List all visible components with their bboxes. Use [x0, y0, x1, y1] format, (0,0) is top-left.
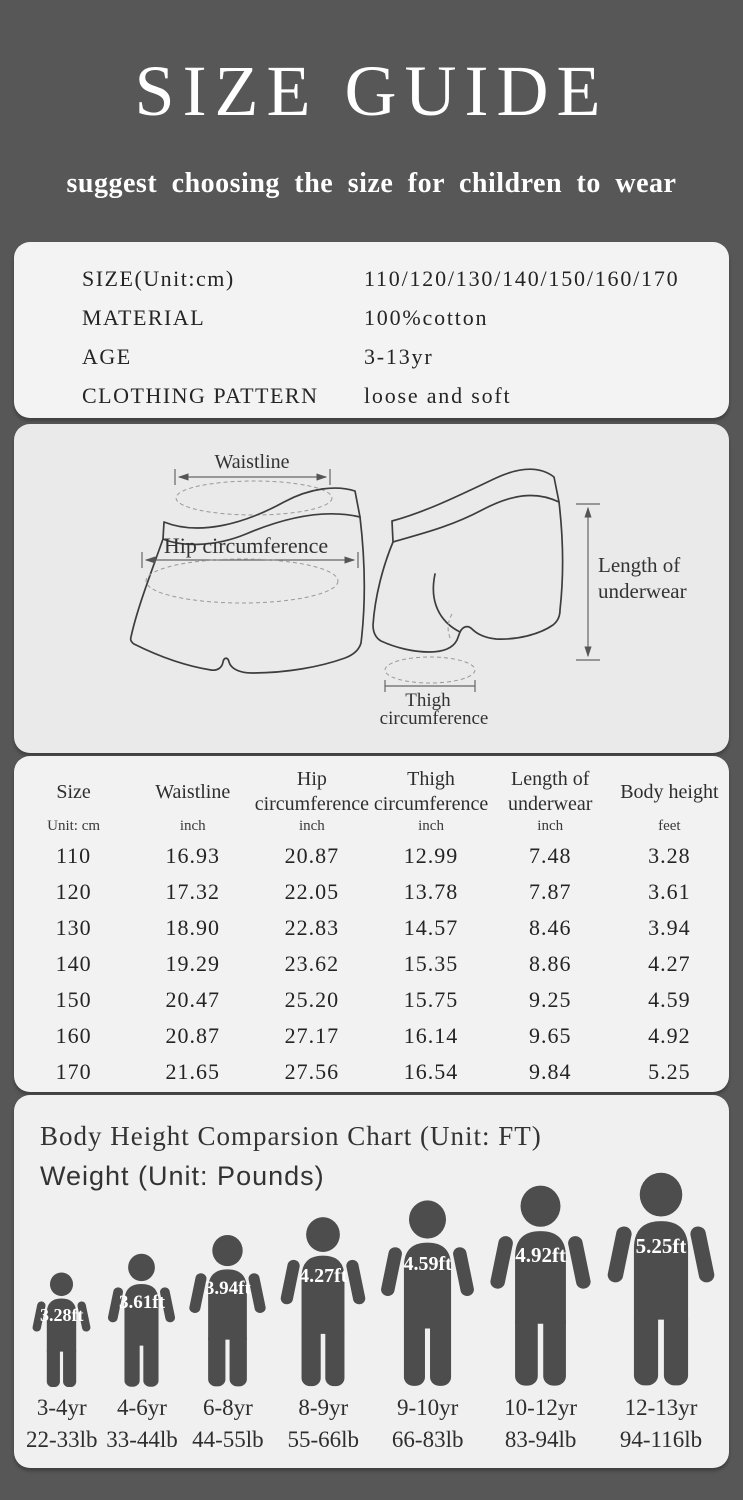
- waistline-label: Waistline: [214, 451, 290, 473]
- height-figure: [105, 1252, 178, 1456]
- table-cell: 16.54: [403, 1059, 459, 1084]
- waistline-ellipse: [176, 481, 332, 515]
- table-cell: 22.05: [284, 879, 340, 904]
- figure-weight-label: 83-94lb: [504, 1427, 577, 1452]
- figure-age-label: 8-9yr: [298, 1395, 349, 1420]
- table-cell: 13.78: [403, 879, 459, 904]
- info-row: [82, 376, 729, 415]
- length-label-line1: Length of: [598, 553, 681, 577]
- measurement-diagram-card: [14, 424, 729, 753]
- table-cell: 3.61: [648, 879, 691, 904]
- table-cell: 8.46: [528, 915, 572, 940]
- figure-weight-label: 66-83lb: [391, 1427, 464, 1452]
- column-unit: inch: [418, 818, 444, 834]
- column-unit: inch: [537, 818, 564, 834]
- page-title: SIZE GUIDE: [134, 51, 609, 131]
- figure-height-label: 3.28ft: [40, 1305, 84, 1326]
- column-header: Size: [56, 780, 91, 803]
- hip-circumference-label: Hip circumference: [163, 533, 329, 558]
- column-unit: inch: [179, 818, 206, 834]
- child-silhouette-icon: [486, 1183, 595, 1389]
- height-chart-card: [14, 1095, 729, 1468]
- table-cell: 110: [55, 843, 92, 868]
- figure-age-label: 12-13yr: [624, 1395, 698, 1420]
- table-cell: 120: [55, 879, 92, 904]
- table-row: [14, 874, 729, 910]
- child-silhouette-icon: [105, 1252, 178, 1389]
- child-silhouette-icon: [186, 1233, 269, 1389]
- info-row: [82, 298, 729, 337]
- table-cell: 15.35: [403, 951, 459, 976]
- table-cell: 4.27: [648, 951, 691, 976]
- product-info-card: [14, 242, 729, 418]
- table-cell: 3.94: [648, 915, 691, 940]
- thigh-label-line1: Thigh: [405, 690, 451, 711]
- child-figure: [603, 1170, 719, 1389]
- figure-weight-label: 33-44lb: [106, 1427, 178, 1452]
- height-figure: [186, 1233, 269, 1456]
- column-unit: feet: [658, 818, 681, 834]
- info-row: [82, 259, 729, 298]
- page-subtitle: suggest choosing the size for children to wear: [66, 168, 677, 199]
- table-cell: 16.14: [403, 1023, 459, 1048]
- table-cell: 14.57: [403, 915, 459, 940]
- weight-chart-subtitle: Weight (Unit: Pounds): [40, 1161, 325, 1191]
- table-cell: 20.87: [165, 1023, 220, 1048]
- hip-ellipse: [146, 559, 338, 603]
- child-silhouette-icon: [30, 1271, 93, 1389]
- column-header: Waistline: [155, 780, 231, 803]
- table-cell: 160: [55, 1023, 92, 1048]
- table-cell: 3.28: [648, 843, 691, 868]
- length-label-line2: underwear: [598, 579, 687, 603]
- table-cell: 150: [55, 987, 92, 1012]
- column-header: Length of underwear: [508, 768, 593, 815]
- child-figure: [186, 1233, 269, 1389]
- table-cell: 23.62: [284, 951, 340, 976]
- child-figure: [486, 1183, 595, 1389]
- column-unit: inch: [298, 818, 325, 834]
- table-cell: 4.92: [648, 1023, 691, 1048]
- height-figures-row: [26, 1160, 719, 1456]
- table-cell: 18.90: [165, 915, 220, 940]
- figure-weight-label: 44-55lb: [192, 1427, 264, 1452]
- size-table-unit-row: [14, 818, 729, 838]
- height-figure: [277, 1215, 369, 1456]
- figure-height-label: 5.25ft: [635, 1233, 687, 1258]
- table-cell: 16.93: [165, 843, 220, 868]
- thigh-ellipse: [385, 657, 475, 683]
- size-table-card: [14, 756, 729, 1092]
- table-cell: 5.25: [648, 1059, 691, 1084]
- table-row: [14, 946, 729, 982]
- table-cell: 21.65: [165, 1059, 220, 1084]
- table-cell: 7.48: [528, 843, 572, 868]
- child-silhouette-icon: [377, 1198, 478, 1389]
- info-row: [82, 337, 729, 376]
- child-figure: [377, 1198, 478, 1389]
- info-rows: [14, 242, 729, 415]
- table-cell: 19.29: [165, 951, 220, 976]
- table-cell: 17.32: [165, 879, 220, 904]
- table-cell: 15.75: [403, 987, 459, 1012]
- info-label: MATERIAL: [82, 304, 206, 330]
- table-row: [14, 838, 729, 874]
- underwear-back-diagram: [373, 469, 563, 652]
- figure-height-label: 4.92ft: [515, 1242, 566, 1267]
- height-figure: [377, 1198, 478, 1456]
- table-cell: 170: [55, 1059, 92, 1084]
- figure-age-label: 4-6yr: [117, 1395, 167, 1420]
- table-cell: 12.99: [403, 843, 459, 868]
- table-cell: 9.84: [528, 1059, 572, 1084]
- table-cell: 9.65: [528, 1023, 572, 1048]
- thigh-label-line2: circumference: [379, 708, 489, 729]
- figure-height-label: 4.59ft: [403, 1253, 452, 1276]
- info-label: SIZE(Unit:cm): [82, 265, 235, 291]
- child-silhouette-icon: [277, 1215, 369, 1389]
- table-row: [14, 1054, 729, 1090]
- figure-weight-label: 55-66lb: [287, 1427, 360, 1452]
- figure-height-label: 3.61ft: [119, 1291, 165, 1313]
- info-label: AGE: [82, 343, 132, 369]
- info-value: 110/120/130/140/150/160/170: [364, 265, 680, 291]
- column-header: Thigh circumference: [373, 768, 489, 815]
- child-figure: [277, 1215, 369, 1389]
- info-label: CLOTHING PATTERN: [82, 382, 319, 408]
- child-silhouette-icon: [603, 1170, 719, 1389]
- height-chart-title: Body Height Comparsion Chart (Unit: FT): [40, 1121, 542, 1151]
- column-unit: Unit: cm: [47, 818, 101, 834]
- table-cell: 25.20: [284, 987, 340, 1012]
- table-cell: 20.87: [284, 843, 340, 868]
- size-table-body: [14, 838, 729, 1090]
- info-value: 3-13yr: [364, 343, 434, 369]
- info-value: loose and soft: [364, 382, 512, 408]
- table-cell: 4.59: [648, 987, 691, 1012]
- table-cell: 27.56: [284, 1059, 340, 1084]
- child-figure: [105, 1252, 178, 1389]
- figure-height-label: 3.94ft: [204, 1278, 251, 1300]
- table-cell: 27.17: [284, 1023, 340, 1048]
- figure-age-label: 3-4yr: [36, 1395, 87, 1420]
- table-cell: 20.47: [165, 987, 220, 1012]
- column-header: Body height: [620, 780, 719, 803]
- height-figure: [26, 1271, 98, 1456]
- table-cell: 8.86: [528, 951, 572, 976]
- underwear-front-diagram: [131, 488, 365, 673]
- figure-weight-label: 94-116lb: [619, 1427, 703, 1452]
- column-header: Hip circumference: [254, 768, 370, 815]
- table-row: [14, 982, 729, 1018]
- height-figure: [486, 1183, 595, 1456]
- size-table-header-row: [14, 756, 729, 818]
- figure-weight-label: 22-33lb: [26, 1427, 98, 1452]
- info-value: 100%cotton: [364, 304, 489, 330]
- table-cell: 9.25: [528, 987, 572, 1012]
- table-row: [14, 1018, 729, 1054]
- figure-age-label: 10-12yr: [504, 1395, 577, 1420]
- figure-age-label: 6-8yr: [202, 1395, 253, 1420]
- figure-height-label: 4.27ft: [299, 1265, 348, 1288]
- table-cell: 130: [55, 915, 92, 940]
- table-row: [14, 910, 729, 946]
- table-cell: 140: [55, 951, 92, 976]
- table-cell: 7.87: [528, 879, 572, 904]
- height-figure: [603, 1170, 719, 1456]
- table-cell: 22.83: [284, 915, 340, 940]
- figure-age-label: 9-10yr: [397, 1395, 459, 1420]
- child-figure: [30, 1271, 93, 1389]
- underwear-measurement-diagram: [14, 424, 729, 753]
